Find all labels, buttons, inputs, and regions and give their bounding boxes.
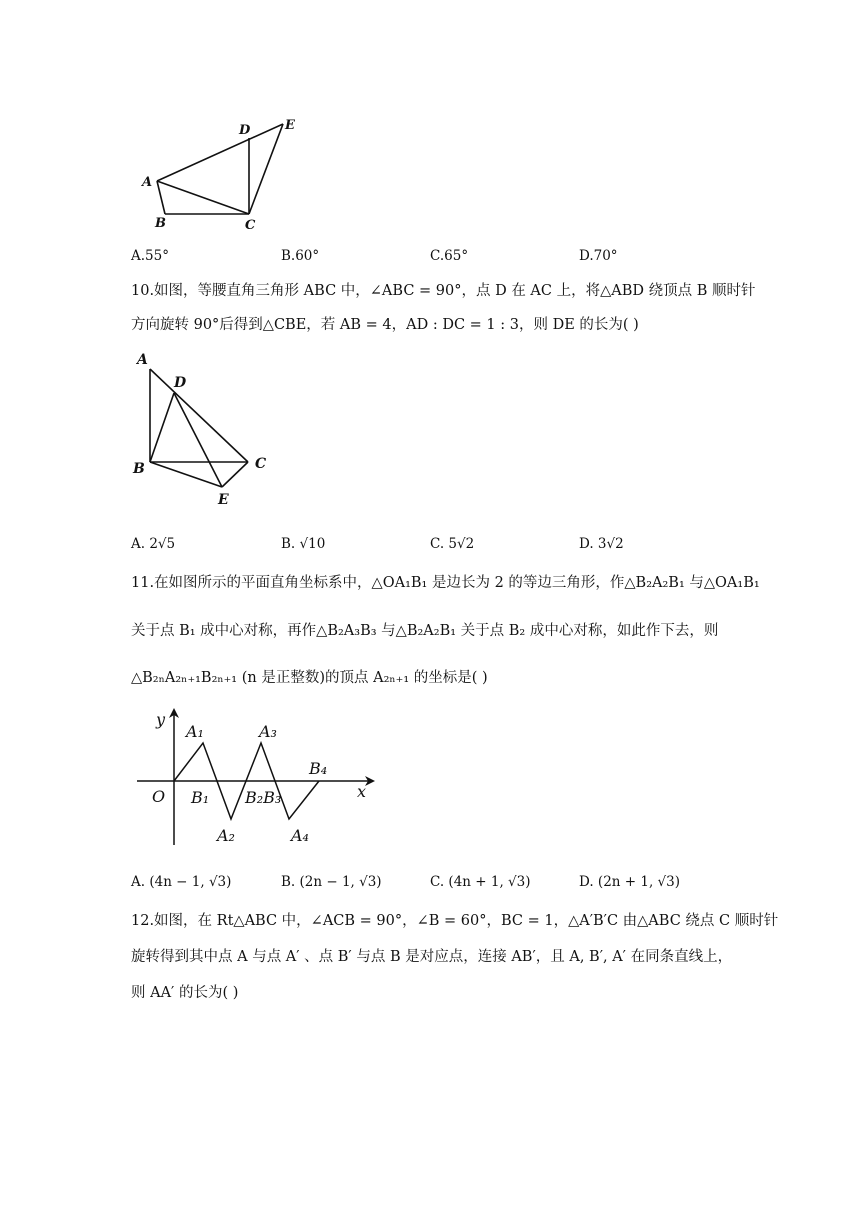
q11-text-line-2: 关于点 B₁ 成中心对称，再作△B₂A₃B₃ 与△B₂A₂B₁ 关于点 B₂ 成中心对称，如此作下去，则 [131,623,719,639]
q12-text-line-1: 12.如图，在 Rt△ABC 中，∠ACB = 90°，∠B = 60°，BC = 1，△A′B′C 由△ABC 绕点 C 顺时针 [131,913,779,929]
q11-label-a4: A₄ [291,826,309,845]
q11-text-line-1: 11.在如图所示的平面直角坐标系中，△OA₁B₁ 是边长为 2 的等边三角形，作△B₂A₂B₁ 与△OA₁B₁ [131,575,760,591]
q11-label-a1: A₁ [186,722,204,741]
q11-label-b1: B₁ [191,788,210,807]
q9-option-d: D.70° [579,248,618,264]
q10-text-line-2: 方向旋转 90°后得到△CBE，若 AB = 4，AD : DC = 1 : 3，则 DE 的长为( ) [131,317,639,333]
q10-label-e: E [218,492,229,508]
q10-option-d: D. 3√2 [579,536,624,552]
q12-text-line-3: 则 AA′ 的长为( ) [131,985,239,1001]
q9-label-c: C [245,218,256,232]
q11-text-line-3: △B₂ₙA₂ₙ₊₁B₂ₙ₊₁ (n 是正整数)的顶点 A₂ₙ₊₁ 的坐标是( ) [131,670,488,686]
q9-label-b: B [155,216,166,231]
q11-label-b4: B₄ [309,759,328,778]
q10-label-d: D [174,375,187,391]
q10-figure [130,348,280,513]
q11-label-y: y [156,710,166,729]
q9-option-c: C.65° [430,248,469,264]
q10-option-a: A. 2√5 [131,536,176,552]
q11-label-a3: A₃ [259,722,277,741]
q9-label-e: E [285,118,295,133]
q10-text-line-1: 10.如图，等腰直角三角形 ABC 中，∠ABC = 90°，点 D 在 AC 上，将△ABD 绕顶点 B 顺时针 [131,283,756,299]
q11-option-a: A. (4n − 1, √3) [131,874,232,890]
q11-option-c: C. (4n + 1, √3) [430,874,531,890]
q9-figure [135,112,310,232]
q11-figure [135,705,380,850]
q12-text-line-2: 旋转得到其中点 A 与点 A′ 、点 B′ 与点 B 是对应点，连接 AB′，且 A, B′, A′ 在同条直线上， [131,949,733,965]
q9-option-a: A.55° [131,248,169,264]
q9-option-b: B.60° [281,248,320,264]
q11-label-o: O [152,787,166,806]
q11-label-a2: A₂ [217,826,235,845]
q11-label-b2b3: B₂B₃ [245,788,282,807]
q10-option-b: B. √10 [281,536,326,552]
q10-label-c: C [255,456,267,472]
q9-label-a: A [142,175,153,190]
q11-option-b: B. (2n − 1, √3) [281,874,382,890]
q11-label-x: x [357,782,367,801]
q11-option-d: D. (2n + 1, √3) [579,874,680,890]
q9-label-d: D [239,123,251,138]
q10-label-a: A [137,352,148,368]
q10-option-c: C. 5√2 [430,536,475,552]
q10-label-b: B [133,461,145,477]
